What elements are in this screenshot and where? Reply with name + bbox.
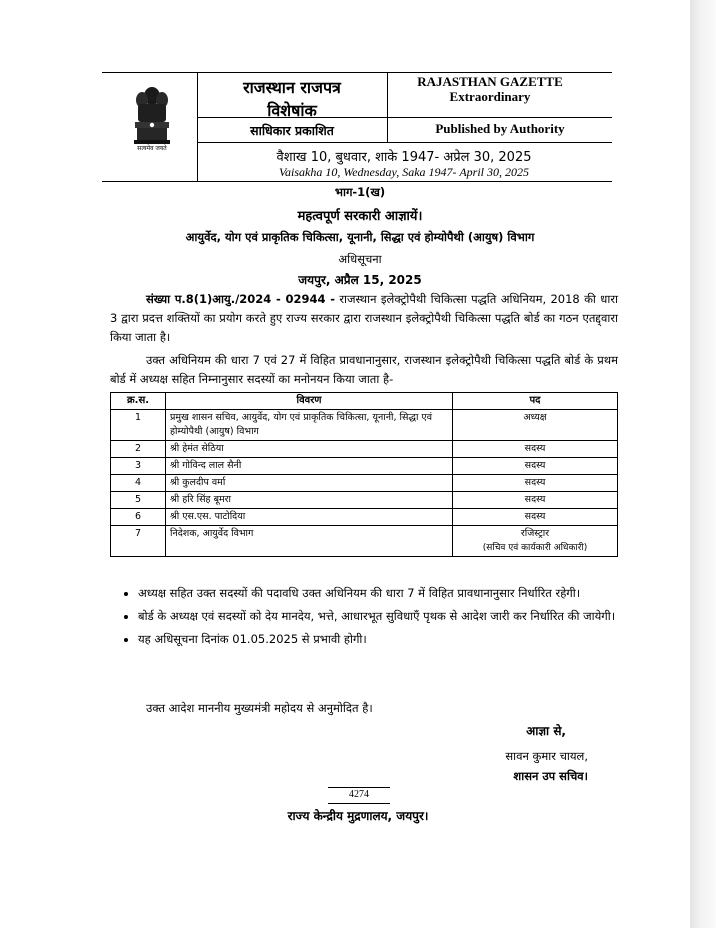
date-line-english: Vaisakha 10, Wednesday, Saka 1947- April 30, 2025 — [279, 165, 529, 179]
post-note: (सचिव एवं कार्यकारी अधिकारी) — [482, 543, 588, 553]
serial-cell: 7 — [111, 526, 166, 557]
description-cell: श्री कुलदीप वर्मा — [166, 475, 453, 492]
description-cell: निदेशक, आयुर्वेद विभाग — [166, 526, 453, 557]
table-row — [111, 441, 618, 458]
table-row — [111, 475, 618, 492]
col-header-serial: क्र.स. — [111, 393, 166, 410]
description-cell: श्री एस.एस. पाटोदिया — [166, 509, 453, 526]
print-number: 4274 — [349, 789, 369, 800]
english-subtitle: Extraordinary — [449, 89, 531, 104]
press-name: राज्य केन्द्रीय मुद्रणालय, जयपुर। — [287, 809, 429, 823]
description-cell: श्री हेमंत सेठिया — [166, 441, 453, 458]
paragraph-1-text: राजस्थान इलेक्ट्रोपैथी चिकित्सा पद्धति अधिनियम, 2018 की धारा 3 द्वारा प्रदत्त शक्तियों का प्रयोग करते हुए राज्य सरकार द्वारा राजस्थान इलेक्ट्रोपैथी चिकित्सा पद्धति बोर्ड का गठन एतद्द्वारा किया जाता है। — [110, 292, 618, 344]
header-center-divider — [387, 72, 388, 142]
col-header-description: विवरण — [166, 393, 453, 410]
print-number-underline — [328, 803, 390, 804]
table-row — [111, 526, 618, 557]
col-header-post: पद — [453, 393, 618, 410]
serial-cell: 4 — [111, 475, 166, 492]
signatory-name: सावन कुमार चायल, — [505, 749, 588, 763]
hindi-subtitle: विशेषांक — [267, 101, 317, 120]
post-cell: सदस्य — [453, 509, 618, 526]
post-cell — [453, 526, 618, 557]
authority-english: Published by Authority — [435, 121, 565, 136]
reference-number: संख्या प.8(1)आयु./2024 - 02944 - — [146, 292, 335, 306]
description-cell: प्रमुख शासन सचिव, आयुर्वेद, योग एवं प्राकृतिक चिकित्सा, यूनानी, सिद्धा एवं होम्योपैथी (आयुष) विभाग — [166, 410, 453, 441]
members-table — [110, 392, 618, 557]
header-low-rule — [198, 142, 612, 143]
state-emblem — [130, 84, 174, 152]
post-cell: अध्यक्ष — [453, 410, 618, 441]
page-edge-shadow — [690, 0, 716, 928]
list-item: • यह अधिसूचना दिनांक 01.05.2025 से प्रभावी होगी। — [138, 630, 632, 649]
print-number-rule — [328, 787, 390, 788]
post-cell: सदस्य — [453, 441, 618, 458]
post-cell: सदस्य — [453, 458, 618, 475]
conditions-list — [124, 584, 632, 653]
serial-cell: 3 — [111, 458, 166, 475]
table-row — [111, 492, 618, 509]
english-title: RAJASTHAN GAZETTE — [417, 74, 563, 89]
paragraph-1 — [110, 290, 618, 347]
serial-cell: 2 — [111, 441, 166, 458]
serial-cell: 6 — [111, 509, 166, 526]
date-line-hindi: वैशाख 10, बुधवार, शाके 1947- अप्रेल 30, 2025 — [276, 150, 532, 165]
table-header-row — [111, 393, 618, 410]
description-cell: श्री गोविन्द लाल सैनी — [166, 458, 453, 475]
post-cell: सदस्य — [453, 492, 618, 509]
hindi-title: राजस्थान राजपत्र — [243, 78, 341, 97]
authority-hindi: साधिकार प्रकाशित — [250, 123, 334, 138]
notification-heading: महत्वपूर्ण सरकारी आज्ञायें। — [297, 209, 423, 224]
header-bottom-rule — [102, 181, 612, 182]
post-title: रजिस्ट्रार — [520, 528, 550, 539]
serial-cell: 5 — [111, 492, 166, 509]
serial-cell: 1 — [111, 410, 166, 441]
lion-capital-icon — [130, 84, 174, 146]
department-name: आयुर्वेद, योग एवं प्राकृतिक चिकित्सा, यूनानी, सिद्धा एवं होम्योपैथी (आयुष) विभाग — [185, 230, 535, 244]
notice-label: अधिसूचना — [338, 252, 382, 266]
header-top-rule — [102, 72, 612, 73]
gazette-title-hindi — [198, 76, 386, 122]
table-row — [111, 410, 618, 441]
signatory-designation: शासन उप सचिव। — [513, 769, 588, 783]
list-item: • बोर्ड के अध्यक्ष एवं सदस्यों को देय मानदेय, भत्ते, आधारभूत सुविधाएँ पृथक से आदेश जारी कर निर्धारित की जायेगी। — [138, 607, 632, 626]
post-cell: सदस्य — [453, 475, 618, 492]
emblem-caption: सत्यमेव जयते — [137, 145, 167, 152]
part-label: भाग-1(ख) — [334, 185, 386, 199]
place-date: जयपुर, अप्रैल 15, 2025 — [298, 273, 422, 287]
table-row — [111, 458, 618, 475]
list-item: • अध्यक्ष सहित उक्त सदस्यों की पदावधि उक्त अधिनियम की धारा 7 में विहित प्रावधानानुसार निर्धारित रहेगी। — [138, 584, 632, 603]
table-row — [111, 509, 618, 526]
paragraph-2: उक्त अधिनियम की धारा 7 एवं 27 में विहित प्रावधानानुसार, राजस्थान इलेक्ट्रोपैथी चिकित्सा पद्धति बोर्ड के प्रथम बोर्ड में अध्यक्ष सहित निम्नानुसार सदस्यों का मनोनयन किया जाता है- — [110, 353, 618, 386]
gazette-title-english — [390, 74, 590, 104]
approval-line: उक्त आदेश माननीय मुख्यमंत्री महोदय से अनुमोदित है। — [146, 701, 373, 715]
by-order-line: आज्ञा से, — [526, 724, 566, 738]
description-cell: श्री हरि सिंह बूमरा — [166, 492, 453, 509]
